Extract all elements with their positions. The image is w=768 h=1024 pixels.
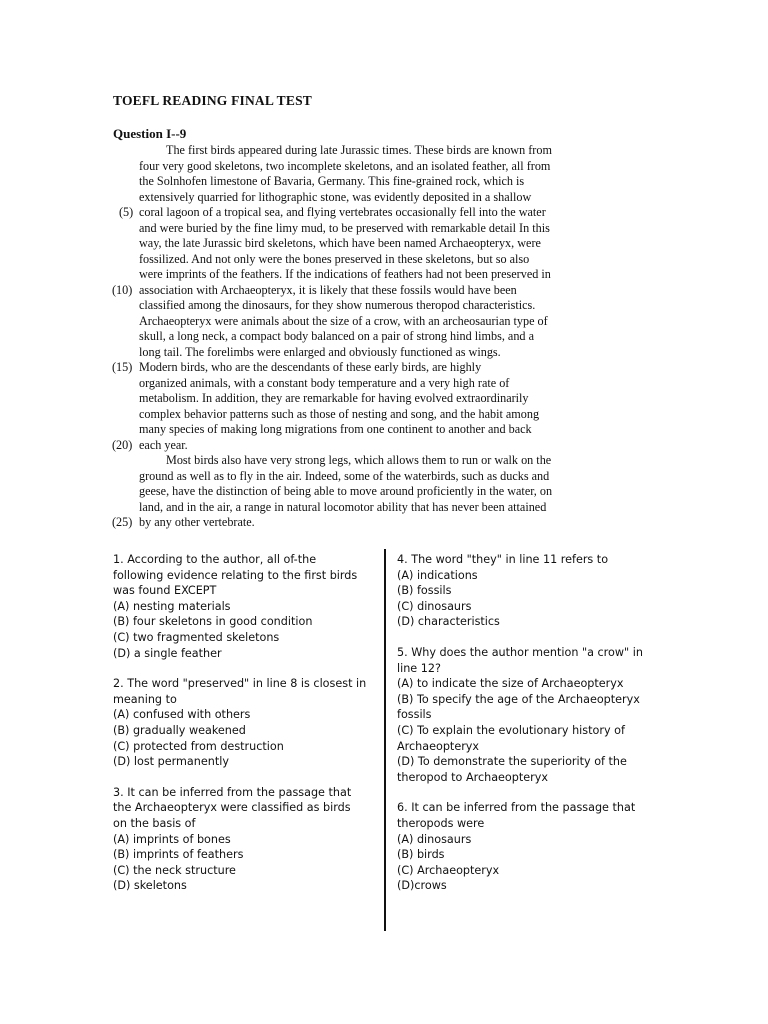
answer-option[interactable]: (C) two fragmented skeletons: [113, 630, 280, 644]
answer-option[interactable]: (C) Archaeopteryx: [397, 863, 500, 877]
passage-line: geese, have the distinction of being able to move around proficiently in the water, on: [139, 484, 553, 498]
answer-option[interactable]: (D) characteristics: [397, 615, 500, 629]
answer-option[interactable]: (A) to indicate the size of Archaeopteryx: [397, 677, 624, 691]
answer-option[interactable]: (A) nesting materials: [113, 599, 231, 613]
answer-option[interactable]: (D) skeletons: [113, 879, 187, 893]
answer-option[interactable]: (D)crows: [397, 879, 447, 893]
answer-option[interactable]: (B) gradually weakened: [113, 723, 246, 737]
passage-line: and were buried by the fine limy mud, to be preserved with remarkable detail In this: [139, 220, 550, 235]
answer-option[interactable]: (A) imprints of bones: [113, 832, 231, 846]
question-text: 1. According to the author, all of-the following evidence relating to the first birds was found EXCEPT: [113, 553, 358, 598]
passage-line: Most birds also have very strong legs, which allows them to run or walk on the: [166, 453, 552, 467]
answer-option[interactable]: (B) birds: [397, 848, 445, 862]
passage-line: four very good skeletons, two incomplete skeletons, and an isolated feather, all from: [139, 158, 551, 173]
answer-option[interactable]: (C) the neck structure: [113, 863, 236, 877]
passage-line: extensively quarried for lithographic stone, was evidently deposited in a shallow: [139, 189, 532, 204]
question-text: 3. It can be inferred from the passage that the Archaeopteryx were classified as birds on the basis of: [113, 785, 352, 830]
passage-line: organized animals, with a constant body temperature and a very high rate of: [139, 375, 510, 390]
answer-option[interactable]: (B) To specify the age of the Archaeopteryx fossils: [397, 692, 640, 722]
question-6: [397, 800, 647, 894]
answer-option[interactable]: (C) dinosaurs: [397, 599, 472, 613]
answer-option[interactable]: (B) imprints of feathers: [113, 848, 244, 862]
answer-option[interactable]: (B) four skeletons in good condition: [113, 615, 313, 629]
passage-line: land, and in the air, a range in natural locomotor ability that has never been attained: [139, 499, 547, 514]
questions-right-column: [397, 552, 647, 909]
passage-line: The first birds appeared during late Jurassic times. These birds are known from: [166, 143, 552, 157]
passage-line: long tail. The forelimbs were enlarged and obviously functioned as wings.: [139, 344, 501, 359]
question-3: [113, 785, 368, 894]
passage-line: ground as well as to fly in the air. Indeed, some of the waterbirds, such as ducks and: [139, 468, 550, 483]
answer-option[interactable]: (A) indications: [397, 568, 478, 582]
answer-option[interactable]: (D) To demonstrate the superiority of the theropod to Archaeopteryx: [397, 755, 627, 784]
passage-line: by any other vertebrate.: [139, 515, 255, 529]
passage-line: each year.: [139, 437, 188, 452]
passage-line: Modern birds, who are the descendants of these early birds, are highly: [139, 360, 482, 374]
question-5: [397, 645, 647, 785]
answer-option[interactable]: (D) a single feather: [113, 646, 222, 660]
line-number: (25): [112, 515, 133, 529]
column-divider: [384, 549, 386, 931]
answer-option[interactable]: (A) dinosaurs: [397, 832, 472, 846]
passage-line: coral lagoon of a tropical sea, and flying vertebrates occasionally fell into the water: [139, 205, 546, 219]
question-2: [113, 676, 368, 770]
line-number: (10): [112, 282, 133, 297]
question-text: 2. The word "preserved" in line 8 is closest in meaning to: [113, 677, 367, 706]
question-4: [397, 552, 647, 630]
question-text: 6. It can be inferred from the passage that theropods were: [397, 801, 636, 830]
passage-line: way, the late Jurassic bird skeletons, which have been named Archaeopteryx, were: [139, 236, 541, 250]
answer-option[interactable]: (B) fossils: [397, 584, 452, 598]
line-number: (15): [112, 360, 133, 374]
answer-option[interactable]: (D) lost permanently: [113, 755, 229, 769]
line-number: (5): [119, 205, 134, 219]
passage-line: fossilized. And not only were the bones preserved in these skeletons, but so also: [139, 251, 530, 266]
passage-line: Archaeopteryx were animals about the size of a crow, with an archeosaurian type of: [139, 313, 548, 328]
answer-option[interactable]: (A) confused with others: [113, 708, 251, 722]
question-heading: Question I--9: [113, 126, 187, 141]
line-number: (20): [112, 437, 133, 452]
question-1: [113, 552, 368, 661]
page-title: TOEFL READING FINAL TEST: [113, 93, 312, 108]
passage-line: association with Archaeopteryx, it is likely that these fossils would have been: [139, 282, 517, 297]
passage-line: classified among the dinosaurs, for they show numerous theropod characteristics.: [139, 298, 536, 312]
passage-line: the Solnhofen limestone of Bavaria, Germany. This fine-grained rock, which is: [139, 174, 525, 188]
passage-line: complex behavior patterns such as those of nesting and song, and the habit among: [139, 406, 540, 421]
answer-option[interactable]: (C) protected from destruction: [113, 739, 284, 753]
passage-line: were imprints of the feathers. If the indications of feathers had not been preserved in: [139, 267, 551, 281]
passage-line: many species of making long migrations from one continent to another and back: [139, 422, 532, 436]
question-text: 5. Why does the author mention "a crow" in line 12?: [397, 645, 643, 675]
passage-line: metabolism. In addition, they are remarkable for having evolved extraordinarily: [139, 391, 529, 405]
passage-line: skull, a long neck, a compact body balanced on a pair of strong hind limbs, and a: [139, 329, 534, 343]
answer-option[interactable]: (C) To explain the evolutionary history of Archaeopteryx: [397, 723, 625, 753]
question-text: 4. The word "they" in line 11 refers to: [397, 553, 609, 566]
questions-left-column: [113, 552, 368, 909]
